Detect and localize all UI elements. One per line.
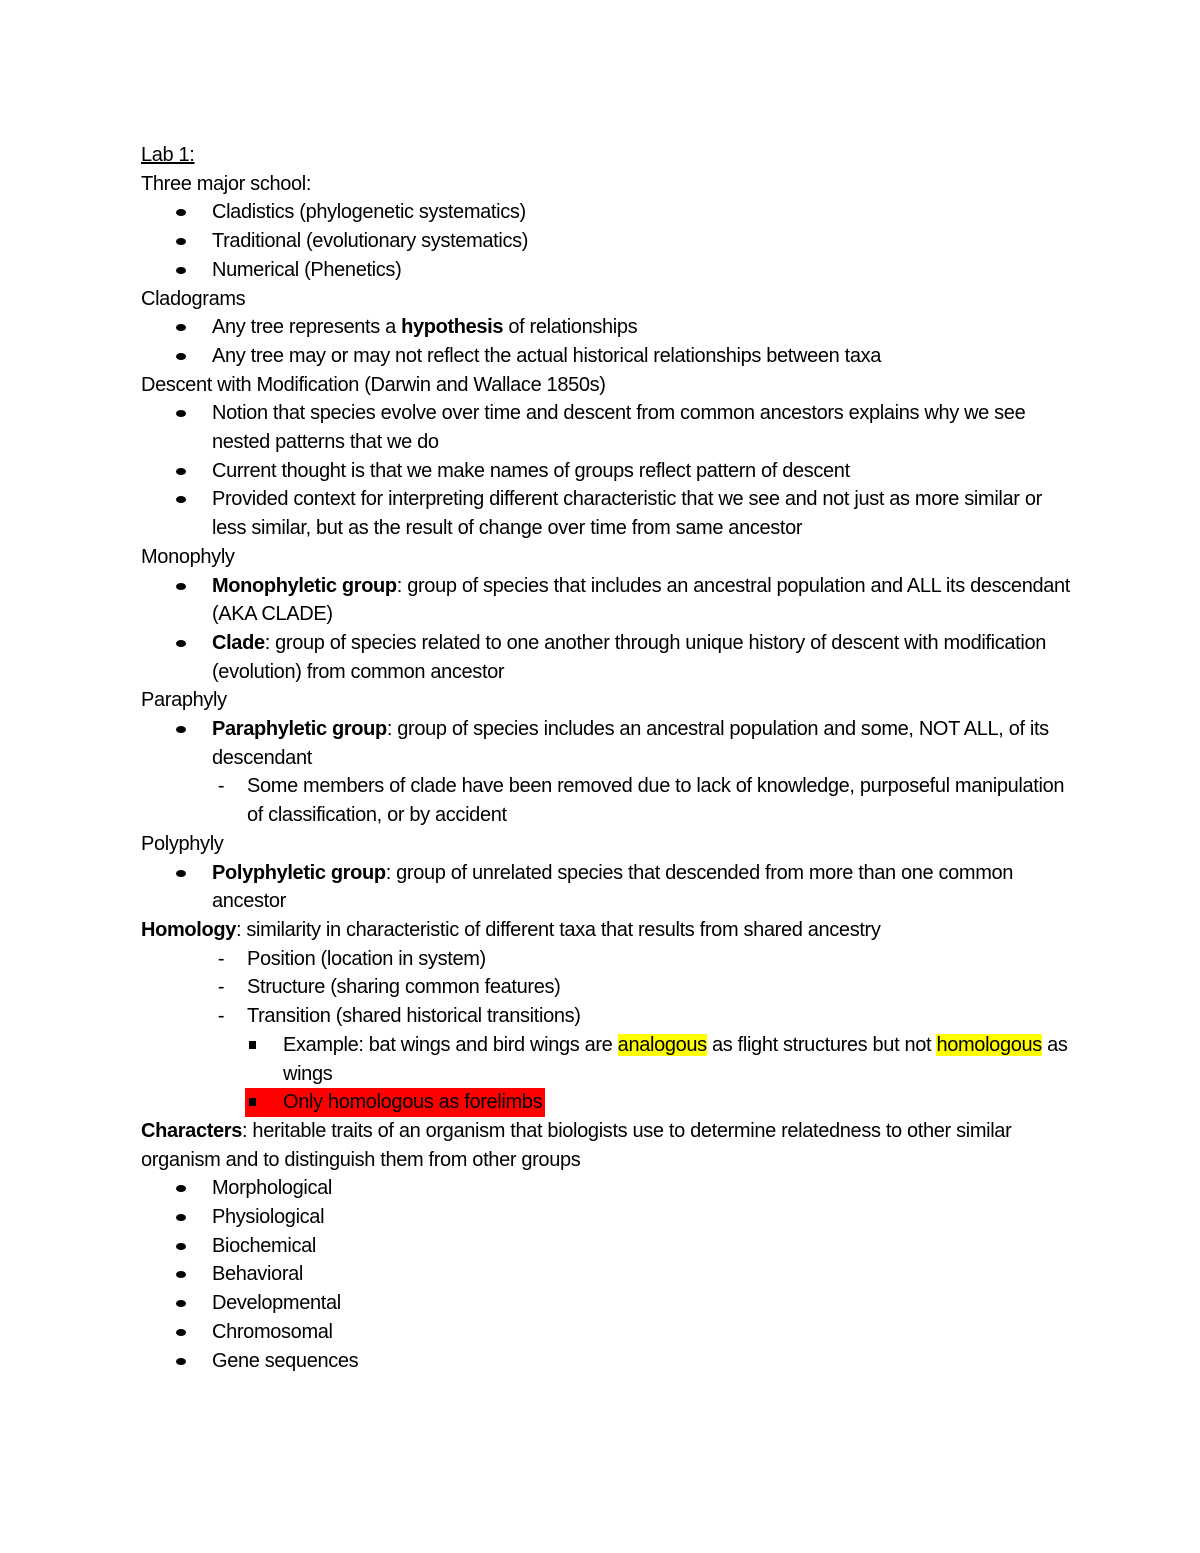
- list-item: Physiological: [141, 1203, 1071, 1232]
- bullet-icon: [176, 1243, 186, 1250]
- bullet-icon: [176, 410, 186, 417]
- sub-list-item: - Transition (shared historical transitions): [141, 1002, 1071, 1031]
- bullet-icon: [176, 726, 186, 733]
- list-item: Current thought is that we make names of groups reflect pattern of descent: [141, 457, 1071, 486]
- homology-definition: Homology: similarity in characteristic of different taxa that results from shared ancestry: [141, 918, 881, 941]
- dash-icon: -: [217, 775, 225, 798]
- list-item: Monophyletic group: group of species that includes an ancestral population and ALL its descendant (AKA CLADE): [141, 572, 1071, 629]
- bullet-icon: [176, 209, 186, 216]
- bullet-icon: [176, 1329, 186, 1336]
- bullet-icon: [176, 870, 186, 877]
- bullet-icon: [176, 1214, 186, 1221]
- highlight-homologous: homologous: [936, 1033, 1042, 1056]
- dash-icon: -: [217, 976, 225, 999]
- list-item: Any tree may or may not reflect the actual historical relationships between taxa: [141, 342, 1071, 371]
- bullet-icon: [176, 468, 186, 475]
- list-item: Polyphyletic group: group of unrelated species that descended from more than one common ancestor: [141, 859, 1071, 916]
- list-item: Behavioral: [141, 1260, 1071, 1289]
- bullet-icon: [176, 1185, 186, 1192]
- bullet-icon: [176, 1358, 186, 1365]
- list-item: Morphological: [141, 1174, 1071, 1203]
- bullet-icon: [176, 640, 186, 647]
- bullet-icon: [176, 1300, 186, 1307]
- dash-icon: -: [217, 1005, 225, 1028]
- characters-definition: Characters: heritable traits of an organism that biologists use to determine relatedness to other similar organism and to distinguish them from other groups: [141, 1119, 1012, 1171]
- section-heading-descent: Descent with Modification (Darwin and Wallace 1850s): [141, 373, 606, 396]
- section-heading-cladograms: Cladograms: [141, 287, 246, 310]
- list-item: Provided context for interpreting different characteristic that we see and not just as more similar or less similar, but as the result of change over time from same ancestor: [141, 485, 1071, 542]
- list-item: Developmental: [141, 1289, 1071, 1318]
- bullet-icon: [176, 1271, 186, 1278]
- square-bullet-icon: [249, 1098, 256, 1106]
- bullet-icon: [176, 353, 186, 360]
- bullet-icon: [176, 496, 186, 503]
- sub-list-item: - Position (location in system): [141, 945, 1071, 974]
- list-item: Traditional (evolutionary systematics): [141, 227, 1071, 256]
- list-item: Chromosomal: [141, 1318, 1071, 1347]
- list-item: Cladistics (phylogenetic systematics): [141, 198, 1071, 227]
- list-item: Biochemical: [141, 1232, 1071, 1261]
- list-item: Numerical (Phenetics): [141, 256, 1071, 285]
- section-heading-schools: Three major school:: [141, 172, 312, 195]
- example-item: Example: bat wings and bird wings are analogous as flight structures but not homologous as wings: [141, 1031, 1071, 1088]
- list-item: Clade: group of species related to one another through unique history of descent with modification (evolution) from common ancestor: [141, 629, 1071, 686]
- sub-list-item: - Structure (sharing common features): [141, 973, 1071, 1002]
- section-heading-paraphyly: Paraphyly: [141, 689, 227, 712]
- list-item: Paraphyletic group: group of species includes an ancestral population and some, NOT ALL, of its descendant: [141, 715, 1071, 772]
- red-highlight-item: Only homologous as forelimbs: [141, 1088, 1071, 1117]
- highlight-analogous: analogous: [617, 1033, 707, 1056]
- list-item: Notion that species evolve over time and descent from common ancestors explains why we see nested patterns that we do: [141, 399, 1071, 456]
- bullet-icon: [176, 238, 186, 245]
- bullet-icon: [176, 324, 186, 331]
- list-item: Gene sequences: [141, 1347, 1071, 1376]
- square-bullet-icon: [249, 1041, 256, 1049]
- notes-body: [141, 141, 1071, 1375]
- bullet-icon: [176, 267, 186, 274]
- section-heading-monophyly: Monophyly: [141, 545, 235, 568]
- sub-list-item: - Some members of clade have been removed due to lack of knowledge, purposeful manipulation of classification, or by accident: [141, 772, 1071, 829]
- page-title: Lab 1:: [141, 144, 195, 166]
- section-heading-polyphyly: Polyphyly: [141, 832, 224, 855]
- dash-icon: -: [217, 947, 225, 970]
- list-item: Any tree represents a hypothesis of relationships: [141, 313, 1071, 342]
- bullet-icon: [176, 583, 186, 590]
